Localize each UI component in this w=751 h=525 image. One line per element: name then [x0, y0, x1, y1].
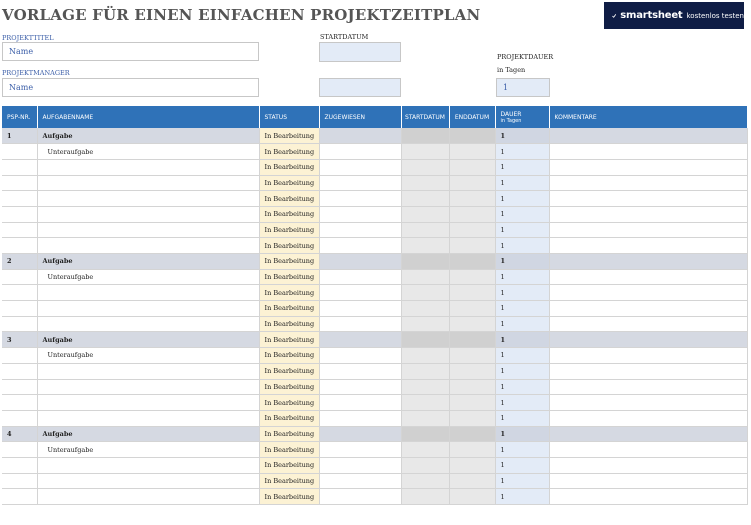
end-date-cell[interactable]	[449, 395, 495, 411]
status-cell[interactable]: In Bearbeitung	[259, 426, 319, 442]
checkmark-icon	[612, 11, 616, 21]
table-header-row	[2, 106, 747, 128]
task-row	[2, 254, 747, 270]
assigned-cell[interactable]	[319, 442, 401, 458]
end-date-cell[interactable]	[449, 285, 495, 301]
subtask-row	[2, 175, 747, 191]
comments-cell[interactable]	[549, 473, 747, 489]
duration-cell[interactable]: 1	[495, 363, 549, 379]
start-date-cell[interactable]	[401, 363, 449, 379]
duration-cell[interactable]: 1	[495, 426, 549, 442]
wbs-cell[interactable]: 4	[2, 426, 37, 442]
assigned-cell[interactable]	[319, 395, 401, 411]
assigned-cell[interactable]	[319, 191, 401, 207]
status-cell[interactable]: In Bearbeitung	[259, 395, 319, 411]
duration-cell[interactable]: 1	[495, 489, 549, 505]
subtask-row	[2, 316, 747, 332]
status-cell[interactable]: In Bearbeitung	[259, 191, 319, 207]
start-date-cell[interactable]	[401, 254, 449, 270]
project-title-input[interactable]: Name	[2, 42, 259, 61]
task-name-cell[interactable]	[37, 379, 259, 395]
header-status: STATUS	[259, 106, 319, 128]
assigned-cell[interactable]	[319, 457, 401, 473]
task-name-cell[interactable]: Aufgabe	[37, 128, 259, 144]
start-date-cell[interactable]	[401, 269, 449, 285]
start-date-cell[interactable]	[401, 348, 449, 364]
header-start-date: STARTDATUM	[401, 106, 449, 128]
start-date-cell[interactable]	[401, 144, 449, 160]
header-comments: KOMMENTARE	[549, 106, 747, 128]
comments-cell[interactable]	[549, 332, 747, 348]
subtask-row	[2, 144, 747, 160]
status-cell[interactable]: In Bearbeitung	[259, 222, 319, 238]
status-cell[interactable]: In Bearbeitung	[259, 159, 319, 175]
comments-cell[interactable]	[549, 206, 747, 222]
status-cell[interactable]: In Bearbeitung	[259, 489, 319, 505]
project-manager-input[interactable]: Name	[2, 78, 259, 97]
wbs-cell[interactable]	[2, 348, 37, 364]
task-name-cell[interactable]: Aufgabe	[37, 254, 259, 270]
end-date-cell[interactable]	[449, 489, 495, 505]
wbs-cell[interactable]	[2, 473, 37, 489]
task-name-cell[interactable]: Unteraufgabe	[37, 442, 259, 458]
task-name-cell[interactable]	[37, 222, 259, 238]
project-title-label: PROJEKTTITEL	[2, 34, 54, 42]
wbs-cell[interactable]: 3	[2, 332, 37, 348]
start-date-cell[interactable]	[401, 379, 449, 395]
comments-cell[interactable]	[549, 410, 747, 426]
start-date-cell[interactable]	[401, 489, 449, 505]
subtask-row	[2, 238, 747, 254]
subtask-row	[2, 363, 747, 379]
brand-name: smartsheet	[620, 10, 683, 21]
start-date-cell[interactable]	[401, 410, 449, 426]
duration-cell[interactable]: 1	[495, 128, 549, 144]
assigned-cell[interactable]	[319, 379, 401, 395]
wbs-cell[interactable]	[2, 175, 37, 191]
end-date-cell[interactable]	[449, 238, 495, 254]
wbs-cell[interactable]	[2, 159, 37, 175]
start-date-cell[interactable]	[401, 285, 449, 301]
comments-cell[interactable]	[549, 363, 747, 379]
status-cell[interactable]: In Bearbeitung	[259, 254, 319, 270]
subtask-row	[2, 457, 747, 473]
header-task-name: AUFGABENNAME	[37, 106, 259, 128]
start-date-label: STARTDATUM	[320, 33, 369, 41]
project-manager-label: PROJEKTMANAGER	[2, 69, 70, 77]
assigned-cell[interactable]	[319, 222, 401, 238]
status-cell[interactable]: In Bearbeitung	[259, 348, 319, 364]
duration-cell[interactable]: 1	[495, 395, 549, 411]
wbs-cell[interactable]	[2, 442, 37, 458]
project-duration-label: PROJEKTDAUER	[497, 53, 554, 61]
comments-cell[interactable]	[549, 316, 747, 332]
wbs-cell[interactable]	[2, 301, 37, 317]
wbs-cell[interactable]	[2, 191, 37, 207]
wbs-cell[interactable]	[2, 379, 37, 395]
duration-cell[interactable]: 1	[495, 269, 549, 285]
wbs-cell[interactable]	[2, 489, 37, 505]
header-duration	[495, 106, 549, 128]
comments-cell[interactable]	[549, 175, 747, 191]
subtask-row	[2, 395, 747, 411]
subtask-row	[2, 473, 747, 489]
end-date-cell[interactable]	[449, 316, 495, 332]
start-date-cell[interactable]	[401, 457, 449, 473]
duration-cell[interactable]: 1	[495, 473, 549, 489]
start-date-cell[interactable]	[401, 473, 449, 489]
wbs-cell[interactable]	[2, 316, 37, 332]
duration-cell[interactable]: 1	[495, 301, 549, 317]
assigned-cell[interactable]	[319, 332, 401, 348]
status-cell[interactable]: In Bearbeitung	[259, 206, 319, 222]
subtask-row	[2, 348, 747, 364]
assigned-cell[interactable]	[319, 316, 401, 332]
comments-cell[interactable]	[549, 457, 747, 473]
duration-cell[interactable]: 1	[495, 222, 549, 238]
subtask-row	[2, 301, 747, 317]
comments-cell[interactable]	[549, 159, 747, 175]
task-name-cell[interactable]: Unteraufgabe	[37, 144, 259, 160]
assigned-cell[interactable]	[319, 254, 401, 270]
assigned-cell[interactable]	[319, 489, 401, 505]
comments-cell[interactable]	[549, 238, 747, 254]
end-date-cell[interactable]	[449, 222, 495, 238]
comments-cell[interactable]	[549, 191, 747, 207]
comments-cell[interactable]	[549, 379, 747, 395]
task-name-cell[interactable]: Aufgabe	[37, 426, 259, 442]
status-cell[interactable]: In Bearbeitung	[259, 379, 319, 395]
assigned-cell[interactable]	[319, 175, 401, 191]
duration-cell[interactable]: 1	[495, 191, 549, 207]
assigned-cell[interactable]	[319, 410, 401, 426]
end-date-input[interactable]	[319, 78, 401, 97]
header-assigned: ZUGEWIESEN	[319, 106, 401, 128]
start-date-cell[interactable]	[401, 442, 449, 458]
start-date-cell[interactable]	[401, 222, 449, 238]
assigned-cell[interactable]	[319, 363, 401, 379]
assigned-cell[interactable]	[319, 206, 401, 222]
subtask-row	[2, 222, 747, 238]
end-date-cell[interactable]	[449, 301, 495, 317]
comments-cell[interactable]	[549, 144, 747, 160]
end-date-cell[interactable]	[449, 144, 495, 160]
assigned-cell[interactable]	[319, 426, 401, 442]
task-name-cell[interactable]	[37, 457, 259, 473]
task-name-cell[interactable]	[37, 410, 259, 426]
duration-cell[interactable]: 1	[495, 175, 549, 191]
task-row	[2, 128, 747, 144]
start-date-input[interactable]	[319, 42, 401, 62]
start-date-cell[interactable]	[401, 206, 449, 222]
comments-cell[interactable]	[549, 348, 747, 364]
start-date-cell[interactable]	[401, 159, 449, 175]
assigned-cell[interactable]	[319, 301, 401, 317]
comments-cell[interactable]	[549, 426, 747, 442]
comments-cell[interactable]	[549, 395, 747, 411]
assigned-cell[interactable]	[319, 238, 401, 254]
status-cell[interactable]: In Bearbeitung	[259, 473, 319, 489]
end-date-cell[interactable]	[449, 379, 495, 395]
status-cell[interactable]: In Bearbeitung	[259, 175, 319, 191]
duration-cell[interactable]: 1	[495, 316, 549, 332]
task-name-cell[interactable]	[37, 363, 259, 379]
header-end-date: ENDDATUM	[449, 106, 495, 128]
end-date-cell[interactable]	[449, 175, 495, 191]
task-name-cell[interactable]: Unteraufgabe	[37, 348, 259, 364]
status-cell[interactable]: In Bearbeitung	[259, 144, 319, 160]
end-date-cell[interactable]	[449, 332, 495, 348]
subtask-row	[2, 285, 747, 301]
wbs-cell[interactable]	[2, 457, 37, 473]
comments-cell[interactable]	[549, 254, 747, 270]
task-row	[2, 332, 747, 348]
end-date-cell[interactable]	[449, 269, 495, 285]
duration-cell[interactable]: 1	[495, 348, 549, 364]
assigned-cell[interactable]	[319, 473, 401, 489]
comments-cell[interactable]	[549, 222, 747, 238]
wbs-cell[interactable]	[2, 363, 37, 379]
end-date-cell[interactable]	[449, 191, 495, 207]
task-name-cell[interactable]	[37, 206, 259, 222]
start-date-cell[interactable]	[401, 395, 449, 411]
end-date-cell[interactable]	[449, 254, 495, 270]
subtask-row	[2, 269, 747, 285]
assigned-cell[interactable]	[319, 269, 401, 285]
status-cell[interactable]: In Bearbeitung	[259, 410, 319, 426]
assigned-cell[interactable]	[319, 144, 401, 160]
project-duration-unit: in Tagen	[497, 66, 526, 74]
start-date-cell[interactable]	[401, 238, 449, 254]
task-name-cell[interactable]	[37, 191, 259, 207]
wbs-cell[interactable]	[2, 410, 37, 426]
subtask-row	[2, 410, 747, 426]
comments-cell[interactable]	[549, 442, 747, 458]
status-cell[interactable]: In Bearbeitung	[259, 285, 319, 301]
assigned-cell[interactable]	[319, 348, 401, 364]
header-wbs: PSP-NR.	[2, 106, 37, 128]
task-name-cell[interactable]: Unteraufgabe	[37, 269, 259, 285]
subtask-row	[2, 489, 747, 505]
duration-cell[interactable]: 1	[495, 285, 549, 301]
subtask-row	[2, 191, 747, 207]
wbs-cell[interactable]	[2, 238, 37, 254]
start-date-cell[interactable]	[401, 332, 449, 348]
end-date-cell[interactable]	[449, 457, 495, 473]
wbs-cell[interactable]	[2, 144, 37, 160]
task-name-cell[interactable]	[37, 489, 259, 505]
project-duration-value[interactable]: 1	[496, 78, 550, 97]
task-name-cell[interactable]	[37, 285, 259, 301]
assigned-cell[interactable]	[319, 285, 401, 301]
subtask-row	[2, 379, 747, 395]
status-cell[interactable]: In Bearbeitung	[259, 442, 319, 458]
duration-cell[interactable]: 1	[495, 238, 549, 254]
end-date-cell[interactable]	[449, 410, 495, 426]
wbs-cell[interactable]	[2, 395, 37, 411]
comments-cell[interactable]	[549, 128, 747, 144]
status-cell[interactable]: In Bearbeitung	[259, 128, 319, 144]
status-cell[interactable]: In Bearbeitung	[259, 269, 319, 285]
comments-cell[interactable]	[549, 285, 747, 301]
status-cell[interactable]: In Bearbeitung	[259, 238, 319, 254]
subtask-row	[2, 159, 747, 175]
end-date-cell[interactable]	[449, 442, 495, 458]
end-date-cell[interactable]	[449, 206, 495, 222]
page-title: VORLAGE FÜR EINEN EINFACHEN PROJEKTZEITPLAN	[2, 6, 481, 24]
status-cell[interactable]: In Bearbeitung	[259, 457, 319, 473]
task-name-cell[interactable]	[37, 316, 259, 332]
start-date-cell[interactable]	[401, 316, 449, 332]
wbs-cell[interactable]	[2, 222, 37, 238]
status-cell[interactable]: In Bearbeitung	[259, 316, 319, 332]
comments-cell[interactable]	[549, 301, 747, 317]
duration-cell[interactable]: 1	[495, 457, 549, 473]
task-name-cell[interactable]	[37, 175, 259, 191]
task-row	[2, 426, 747, 442]
wbs-cell[interactable]: 2	[2, 254, 37, 270]
duration-cell[interactable]: 1	[495, 206, 549, 222]
header-duration-label: DAUER	[500, 110, 522, 118]
wbs-cell[interactable]	[2, 285, 37, 301]
brand-cta: kostenlos testen	[686, 11, 744, 20]
subtask-row	[2, 442, 747, 458]
duration-cell[interactable]: 1	[495, 254, 549, 270]
schedule-table	[2, 106, 748, 505]
task-name-cell[interactable]	[37, 473, 259, 489]
end-date-cell[interactable]	[449, 426, 495, 442]
task-name-cell[interactable]	[37, 301, 259, 317]
wbs-cell[interactable]: 1	[2, 128, 37, 144]
start-date-cell[interactable]	[401, 301, 449, 317]
comments-cell[interactable]	[549, 269, 747, 285]
end-date-cell[interactable]	[449, 363, 495, 379]
task-name-cell[interactable]	[37, 238, 259, 254]
wbs-cell[interactable]	[2, 269, 37, 285]
header-duration-unit: in Tagen	[500, 117, 522, 124]
assigned-cell[interactable]	[319, 159, 401, 175]
comments-cell[interactable]	[549, 489, 747, 505]
duration-cell[interactable]: 1	[495, 442, 549, 458]
status-cell[interactable]: In Bearbeitung	[259, 363, 319, 379]
wbs-cell[interactable]	[2, 206, 37, 222]
status-cell[interactable]: In Bearbeitung	[259, 332, 319, 348]
duration-cell[interactable]: 1	[495, 379, 549, 395]
task-name-cell[interactable]	[37, 395, 259, 411]
smartsheet-trial-button[interactable]	[604, 2, 744, 29]
end-date-cell[interactable]	[449, 348, 495, 364]
duration-cell[interactable]: 1	[495, 410, 549, 426]
duration-cell[interactable]: 1	[495, 159, 549, 175]
end-date-cell[interactable]	[449, 159, 495, 175]
duration-cell[interactable]: 1	[495, 332, 549, 348]
subtask-row	[2, 206, 747, 222]
start-date-cell[interactable]	[401, 128, 449, 144]
status-cell[interactable]: In Bearbeitung	[259, 301, 319, 317]
task-name-cell[interactable]: Aufgabe	[37, 332, 259, 348]
end-date-cell[interactable]	[449, 473, 495, 489]
task-name-cell[interactable]	[37, 159, 259, 175]
assigned-cell[interactable]	[319, 128, 401, 144]
start-date-cell[interactable]	[401, 175, 449, 191]
end-date-cell[interactable]	[449, 128, 495, 144]
duration-cell[interactable]: 1	[495, 144, 549, 160]
start-date-cell[interactable]	[401, 426, 449, 442]
start-date-cell[interactable]	[401, 191, 449, 207]
